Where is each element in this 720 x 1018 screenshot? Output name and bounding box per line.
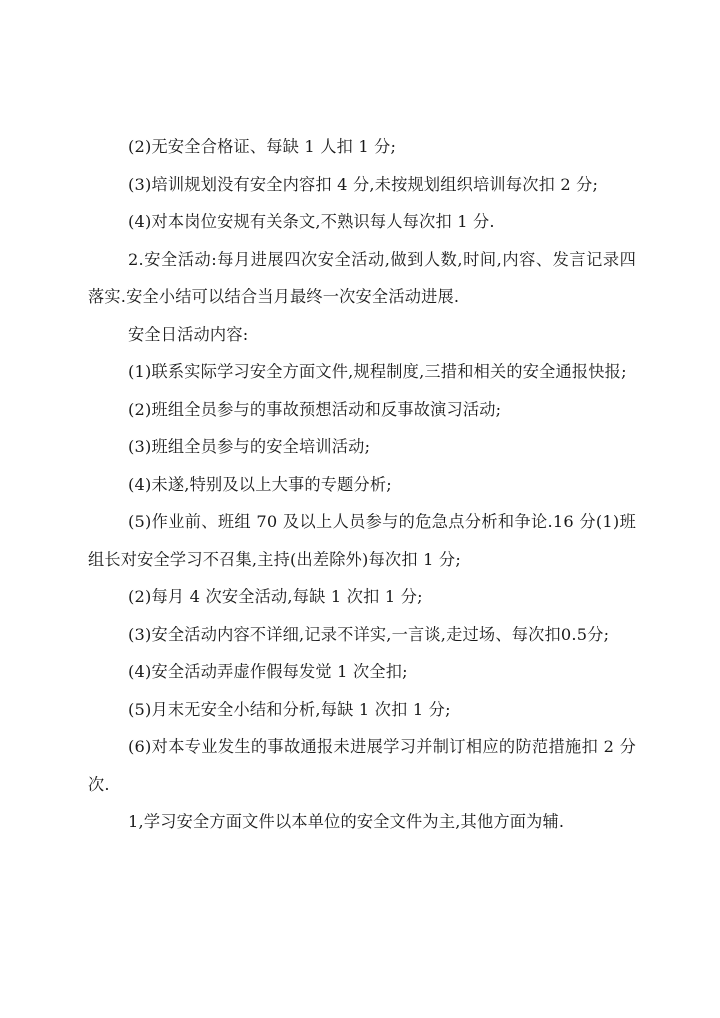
paragraph: (5)作业前、班组 70 及以上人员参与的危急点分析和争论.16 分(1)班组长对安全学习不召集,主持(出差除外)每次扣 1 分; <box>88 512 636 569</box>
paragraph: 2.安全活动:每月进展四次安全活动,做到人数,时间,内容、发言记录四落实.安全小结可以结合当月最终一次安全活动进展. <box>88 249 636 306</box>
paragraph: (4)未遂,特别及以上大事的专题分析; <box>128 474 392 494</box>
paragraph: 安全日活动内容: <box>128 324 249 344</box>
document-body <box>88 128 636 841</box>
paragraph: (2)每月 4 次安全活动,每缺 1 次扣 1 分; <box>128 587 423 606</box>
paragraph: (4)对本岗位安规有关条文,不熟识每人每次扣 1 分. <box>128 212 495 231</box>
paragraph: (2)无安全合格证、每缺 1 人扣 1 分; <box>128 137 397 156</box>
paragraph: (3)安全活动内容不详细,记录不详实,一言谈,走过场、每次扣0.5分; <box>128 624 610 644</box>
paragraph: (3)班组全员参与的安全培训活动; <box>128 437 371 456</box>
paragraph: (3)培训规划没有安全内容扣 4 分,未按规划组织培训每次扣 2 分; <box>128 174 599 194</box>
paragraph: (5)月末无安全小结和分析,每缺 1 次扣 1 分; <box>128 699 451 719</box>
paragraph: (6)对本专业发生的事故通报未进展学习并制订相应的防范措施扣 2 分次. <box>88 737 636 794</box>
paragraph: (4)安全活动弄虚作假每发觉 1 次全扣; <box>128 662 408 681</box>
paragraph: (2)班组全员参与的事故预想活动和反事故演习活动; <box>128 399 502 419</box>
paragraph: 1,学习安全方面文件以本单位的安全文件为主,其他方面为辅. <box>128 812 565 831</box>
paragraph: (1)联系实际学习安全方面文件,规程制度,三措和相关的安全通报快报; <box>128 362 627 381</box>
